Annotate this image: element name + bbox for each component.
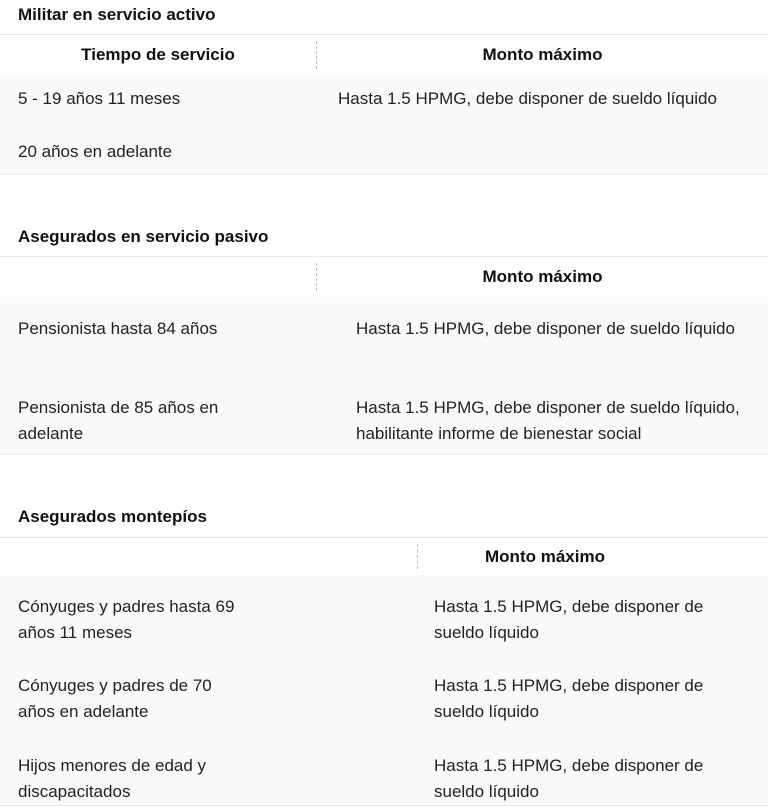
- table-header: [0, 34, 768, 76]
- table-cell: Pensionista de 85 años en adelante: [18, 398, 219, 443]
- table-body: [0, 575, 768, 806]
- column-header: Monto máximo: [485, 546, 605, 566]
- table-cell: Pensionista hasta 84 años: [18, 319, 218, 338]
- column-header: Monto máximo: [482, 45, 603, 64]
- table-cell: Hasta 1.5 HPMG, debe disponer de sueldo líquido: [434, 756, 704, 801]
- table-cell: Hasta 1.5 HPMG, debe disponer de sueldo líquido: [338, 89, 717, 108]
- table-cell: Hasta 1.5 HPMG, debe disponer de sueldo líquido: [356, 319, 735, 338]
- section-title: Asegurados en servicio pasivo: [18, 227, 269, 246]
- table-cell: Hasta 1.5 HPMG, debe disponer de sueldo líquido: [434, 676, 704, 721]
- column-header: Tiempo de servicio: [81, 45, 235, 64]
- table-cell: Cónyuges y padres hasta 69 años 11 meses: [18, 597, 235, 642]
- table-cell: Cónyuges y padres de 70 años en adelante: [18, 676, 212, 721]
- column-header: Monto máximo: [482, 267, 603, 286]
- section-title: Asegurados montepíos: [18, 507, 207, 526]
- table-cell: 5 - 19 años 11 meses: [18, 89, 181, 108]
- table-cell: Hasta 1.5 HPMG, debe disponer de sueldo líquido: [434, 597, 704, 642]
- table-body: [0, 75, 768, 175]
- section-title: Militar en servicio activo: [18, 5, 216, 24]
- table-body: [0, 297, 768, 455]
- table-cell: Hijos menores de edad y discapacitados: [18, 756, 207, 801]
- table-header: [0, 537, 768, 576]
- column-header: [0, 257, 316, 297]
- table-cell: 20 años en adelante: [18, 142, 173, 161]
- table-cell: Hasta 1.5 HPMG, debe disponer de sueldo líquido, habilitante informe de bienestar social: [356, 398, 740, 443]
- table-header: [0, 256, 768, 298]
- column-header: [0, 538, 417, 575]
